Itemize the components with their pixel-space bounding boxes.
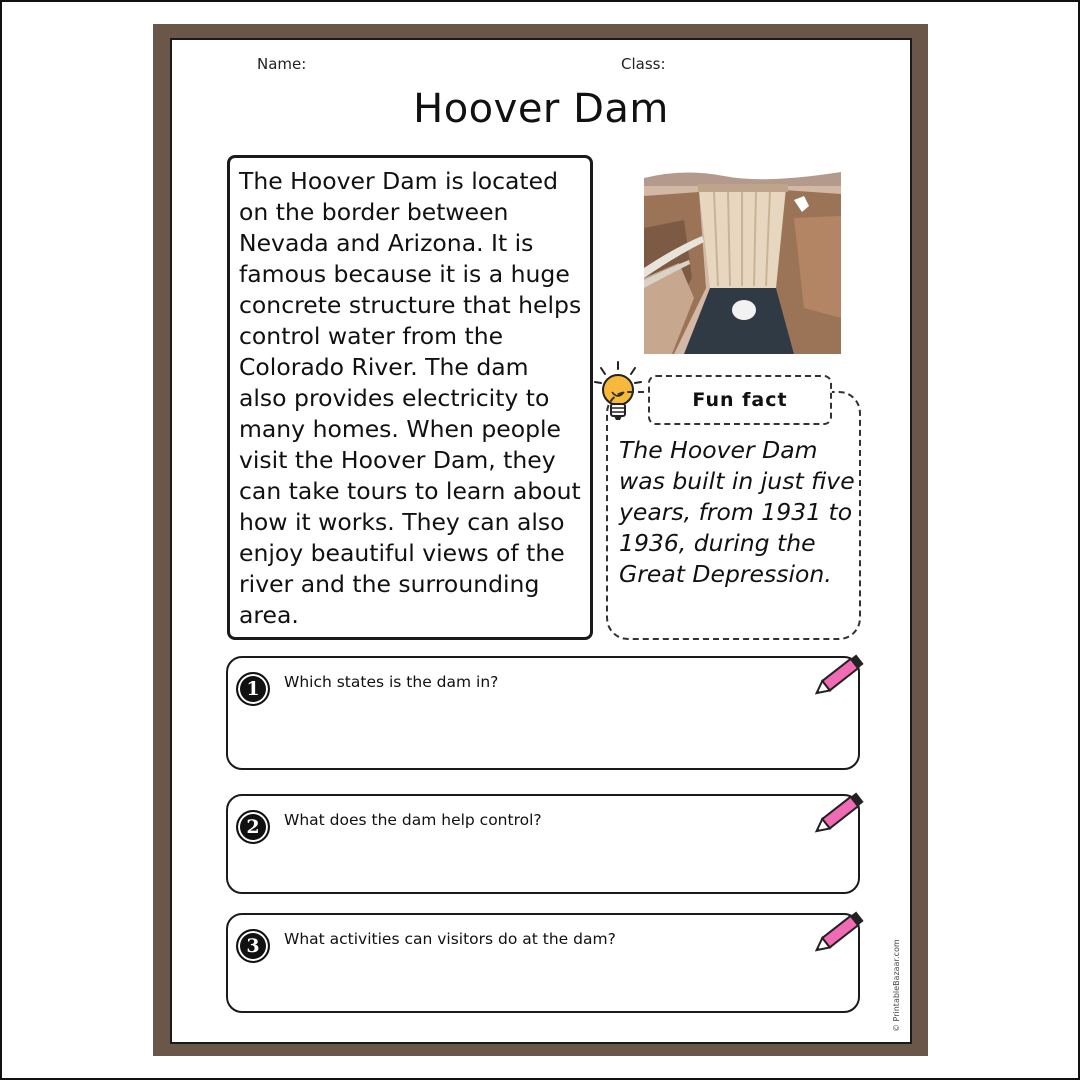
- pencil-icon: [814, 650, 868, 698]
- question-text: What does the dam help control?: [284, 811, 542, 829]
- fun-fact-label: Fun fact: [648, 375, 832, 425]
- pencil-icon: [814, 907, 868, 955]
- question-text: What activities can visitors do at the dam?: [284, 930, 616, 948]
- question-2-box[interactable]: [226, 794, 860, 894]
- question-number-badge: 2: [236, 810, 270, 844]
- fun-fact-text: The Hoover Dam was built in just five years, from 1931 to 1936, during the Great Depression.: [619, 436, 855, 588]
- question-3-box[interactable]: [226, 913, 860, 1013]
- hoover-dam-illustration: [644, 168, 841, 354]
- question-number-badge: 1: [236, 672, 270, 706]
- question-number-badge: 3: [236, 929, 270, 963]
- page-title: Hoover Dam: [413, 86, 669, 132]
- question-1-box[interactable]: [226, 656, 860, 770]
- reading-passage: The Hoover Dam is located on the border between Nevada and Arizona. It is famous because it is a huge concrete structure that helps control water from the Colorado River. The dam also provides electricity to many homes. When people visit the Hoover Dam, they can take tours to learn about how it works. They can also enjoy beautiful views of the river and the surrounding area.: [239, 167, 582, 629]
- copyright-notice: © PrintableBazaar.com: [892, 939, 901, 1032]
- question-text: Which states is the dam in?: [284, 673, 499, 691]
- reading-passage-box: [227, 155, 593, 640]
- pencil-icon: [814, 788, 868, 836]
- class-label: Class:: [621, 55, 666, 73]
- name-label: Name:: [257, 55, 307, 73]
